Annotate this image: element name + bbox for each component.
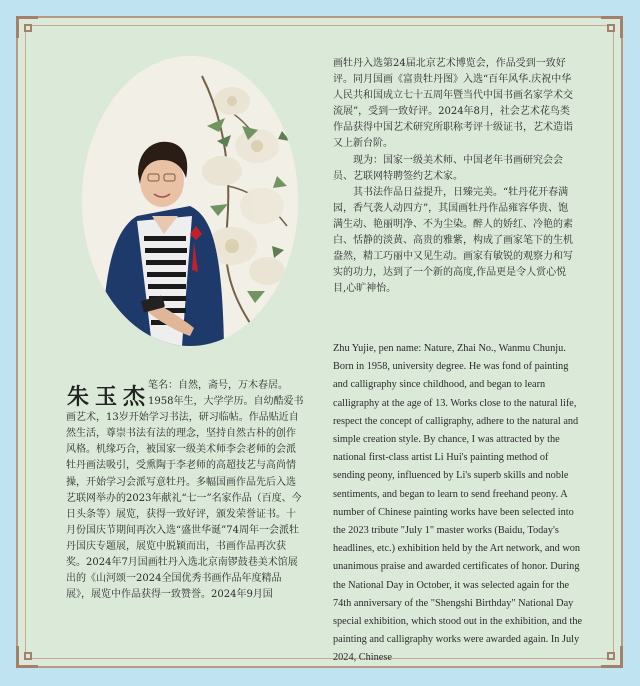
artist-bio-text: 笔名：自然，斋号，万木春居。1958年生，大学学历。自幼酷爱书画艺术，13岁开始学习书法，研习临帖。作品贴近自然生活，尊崇书法有法的理念，坚持自然古朴的创作风格。机缘巧合，被国家一级美术师李会老师的会派牡丹画法吸引，受熏陶于李老师的高超技艺与高尚情操，开始学习会派写意牡丹。多幅国画作品先后入选艺联网举办的2023年献礼“七一”名家作品（百度、今日头条等）展览，获得一致好评，颁发荣誉证书。十月份国庆节期间再次入选“盛世华诞”74周年一会派牡丹国庆专题展，展览中脱颖而出，书画作品再次获奖。2024年7月国画牡丹入选北京南锣鼓巷美术馆展出的《山河颂一2024全国优秀书画作品年度精品展》，展览中作品获得一致赞誉。2024年9月国 xyxy=(66,380,304,601)
artist-bio-chinese xyxy=(66,378,304,603)
corner-ornament-bottom-left-inner xyxy=(24,652,32,660)
bio-paragraph-exhibitions: 画牡丹入选第24届北京艺术博览会，作品受到一致好评。同月国画《富贵牡丹图》入选“百年风华.庆祝中华人民共和国成立七十五周年暨当代中国书画名家学术交流展”，受到一致好评。2024年8月，社会艺术花鸟类作品获得中国艺术研究所职称考评十级证书，艺术造诣又上新台阶。 xyxy=(333,58,573,150)
corner-ornament-top-left-inner xyxy=(24,24,32,32)
artist-name: 朱玉杰 xyxy=(67,384,152,410)
name-spacer xyxy=(66,378,148,410)
corner-ornament-bottom-right-inner xyxy=(607,652,615,660)
bio-paragraph-titles: 现为：国家一级美术师、中国老年书画研究会会员、艺联网特聘签约艺术家。 xyxy=(333,154,563,182)
artist-portrait-illustration xyxy=(82,56,298,346)
bio-continuation-chinese xyxy=(333,56,578,297)
bio-english: Zhu Yujie, pen name: Nature, Zhai No., Wanmu Chunju. Born in 1958, university degree. He was fond of painting and calligraphy since childhood, and began to learn calligraphy at the age of 13. Works close to the natural life, respect the concept of calligraphy, adhere to the natural and simple creation style. By chance, I was attracted by the national first-class artist Li Hui's painting method of sending peony, influenced by Li's superb skills and noble sentiments, and began to learn to send freehand peony. A number of Chinese painting works have been selected into the 2023 tribute "July 1" master works (Baidu, Today's headlines, etc.) exhibition held by the Art network, and won unanimous praise and awarded certificates of honor. During the National Day in October, it was selected again for the 74th anniversary of the "Shengshi Birthday" National Day special exhibition, which stood out in the exhibition, and the painting and calligraphy works were awarded again. In July 2024, Chinese xyxy=(333,343,583,664)
bio-paragraph-style: 其书法作品日益提升，日臻完美。“牡丹花开春满园，香气袭人动四方”，其国画牡丹作品雍容华贵、饱满生动、艳丽明净、不为尘染。醉人的娇红、冷艳的素白、恬静的淡黄、高贵的雅紫，构成了画家笔下的生机盎然，精工巧丽中又见生动。画家有敏锐的观察力和写实的功力，达到了一个新的高度,作品更是令人赏心悦目,心旷神怡。 xyxy=(333,186,573,295)
artist-photo xyxy=(82,56,298,346)
corner-ornament-top-right-inner xyxy=(607,24,615,32)
